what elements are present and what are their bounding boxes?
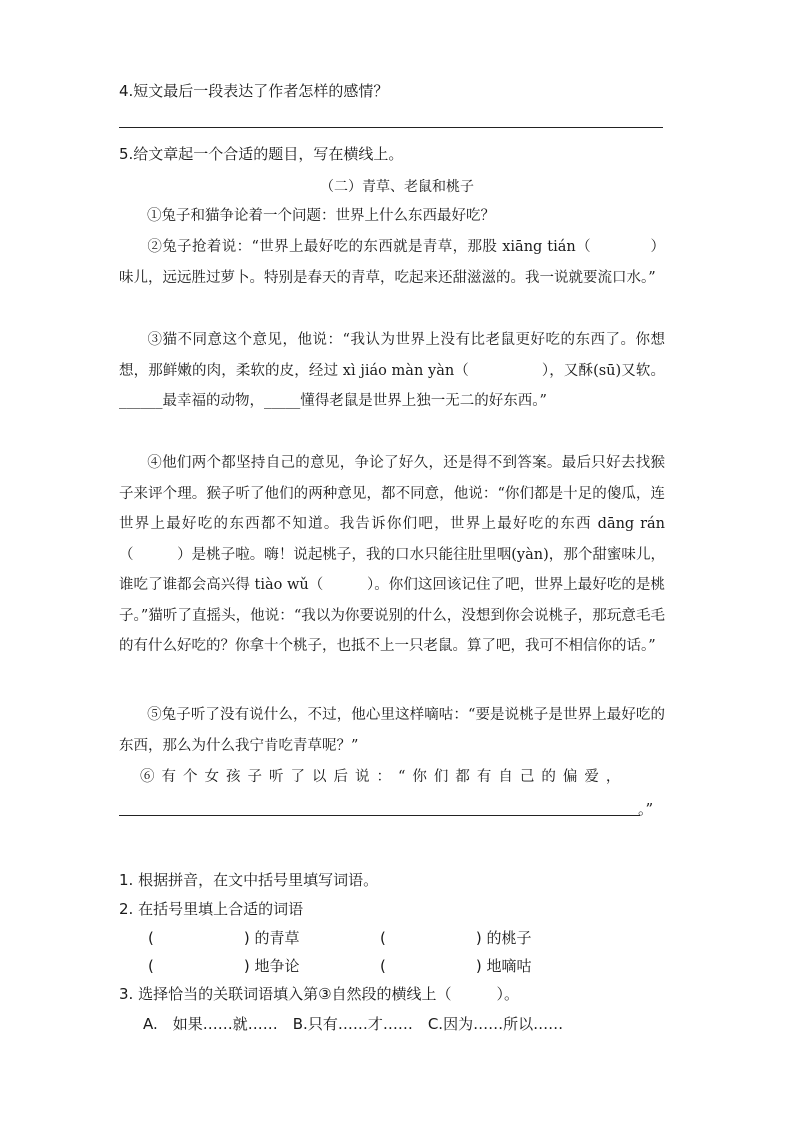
- fill-blank-2[interactable]: ( ) 的桃子: [380, 929, 532, 947]
- question-4: 4.短文最后一段表达了作者怎样的感情？: [119, 82, 389, 100]
- paragraph-1-text: ①兔子和猫争论着一个问题：世界上什么东西最好吃？: [147, 208, 495, 224]
- paragraph-5-text: ⑤兔子听了没有说什么，不过，他心里这样嘀咕：“要是说桃子是世界上最好吃的东西，那么为什么我宁肯吃青草呢？”: [119, 707, 665, 754]
- paragraph-1: [119, 201, 665, 232]
- answer-line-q4[interactable]: [119, 127, 663, 128]
- fill-blank-4[interactable]: ( ) 地嘀咕: [380, 957, 532, 975]
- fill-blank-1[interactable]: ( ) 的青草: [148, 929, 300, 947]
- exercise-3: 3. 选择恰当的关联词语填入第③自然段的横线上（ ）。: [119, 985, 520, 1003]
- paragraph-2-text: ②兔子抢着说：“世界上最好吃的东西就是青草，那股 xiāng tián（ ）味儿，远远胜过萝卜。特别是春天的青草，吃起来还甜滋滋的。我一说就要流口水。”: [119, 239, 665, 286]
- fill-blank-3[interactable]: ( ) 地争论: [148, 957, 300, 975]
- exercise-1: 1. 根据拼音，在文中括号里填写词语。: [119, 871, 379, 889]
- paragraph-4-text: ④他们两个都坚持自己的意见，争论了好久，还是得不到答案。最后只好去找猴子来评个理。猴子听了他们的两种意见，都不同意，他说：“你们都是十足的傻瓜，连世界上最好吃的东西都不知道。我告诉你们吧，世界上最好吃的东西 dāng rán（ ）是桃子啦。嗨！说起桃子，我的口水只能往肚里咽(yàn)，那个甜蜜味儿，谁吃了谁都会高兴得 tiào wǔ（ ）。你们这回该记住了吧，世界上最好吃的是桃子。”猫听了直摇头，他说：“我以为你要说别的什么，没想到你会说桃子，那玩意毛毛的有什么好吃的？你拿十个桃子，也抵不上一只老鼠。算了吧，我可不相信你的话。”: [119, 455, 665, 654]
- story-title: （二）青草、老鼠和桃子: [320, 179, 474, 195]
- answer-line-paragraph-6[interactable]: [119, 815, 640, 816]
- paragraph-3-text: ③猫不同意这个意见，他说：“我认为世界上没有比老鼠更好吃的东西了。你想想，那鲜嫩的肉，柔软的皮，经过 xì jiáo màn yàn（ ），又酥(sū)又软。______最幸福的动物，_____懂得老鼠是世界上独一无二的好东西。”: [119, 332, 665, 409]
- paragraph-6-end: 。”: [638, 800, 654, 818]
- paragraph-3: [119, 325, 665, 417]
- paragraph-6: [119, 762, 665, 793]
- paragraph-6-text: ⑥有个女孩子听了以后说：“你们都有自己的偏爱，: [140, 769, 628, 785]
- exercise-3-options[interactable]: A. 如果……就…… B.只有……才…… C.因为……所以……: [143, 1015, 564, 1033]
- paragraph-5: [119, 700, 665, 761]
- paragraph-2: [119, 232, 665, 293]
- question-5: 5.给文章起一个合适的题目，写在横线上。: [119, 145, 404, 163]
- exercise-2: 2. 在括号里填上合适的词语: [119, 900, 304, 918]
- paragraph-4: [119, 448, 665, 662]
